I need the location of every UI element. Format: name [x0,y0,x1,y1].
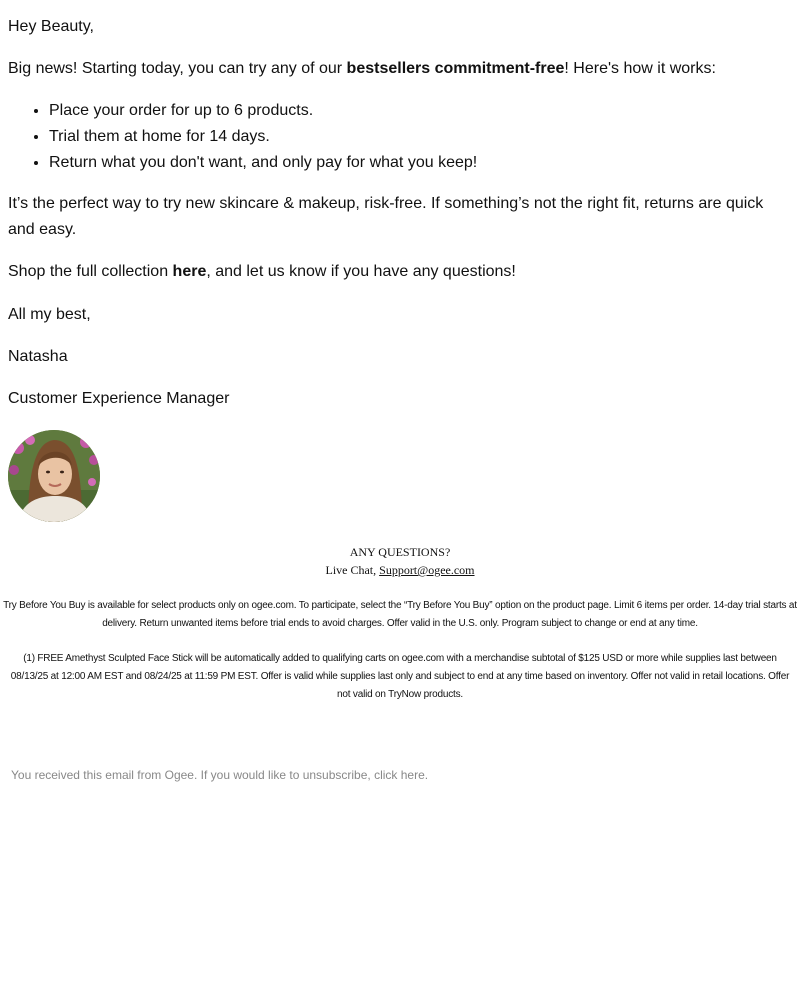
intro-paragraph [8,56,716,82]
avatar-photo [8,430,100,522]
intro-bold-text: bestsellers commitment-free [346,60,565,77]
unsubscribe-notice[interactable]: You received this email from Ogee. If you would like to unsubscribe, click here. [11,768,429,782]
how-it-works-list [8,98,477,176]
shop-suffix: , and let us know if you have any questions! [206,263,516,280]
list-item: • Return what you don't want, and only pay for what you keep! [49,150,477,176]
shop-paragraph [8,259,516,285]
list-item: • Place your order for up to 6 products. [49,98,477,124]
intro-suffix: ! Here's how it works: [564,60,716,77]
contact-prefix: Live Chat, [325,563,380,577]
signer-name: Natasha [8,348,68,365]
greeting: Hey Beauty, [8,18,94,35]
list-item: • Trial them at home for 14 days. [49,124,477,150]
support-email-link[interactable]: Support@ogee.com [379,563,475,577]
perfect-way-paragraph: It’s the perfect way to try new skincare & makeup, risk-free. If something’s not the right fit, returns are quick and easy. [8,195,764,238]
questions-title: ANY QUESTIONS? [349,545,451,559]
signer-role: Customer Experience Manager [8,390,230,407]
free-gift-disclaimer: (1) FREE Amethyst Sculpted Face Stick will be automatically added to qualifying carts on ogee.com with a merchandise subtotal of $125 USD or more while supplies last between 08/13/25 at 12:00 AM EST and 08/24/25 at 11:59 PM EST. Offer is valid while supplies last only and subject to end at any time based on inventory. Offer not valid in retail locations. Offer not valid on TryNow products. [10,653,790,700]
intro-prefix: Big news! Starting today, you can try any of our [8,60,347,77]
closing: All my best, [8,306,91,323]
contact-line [0,561,800,579]
shop-here-link[interactable]: here [172,263,207,280]
try-before-you-buy-disclaimer: Try Before You Buy is available for select products only on ogee.com. To participate, select the “Try Before You Buy” option on the product page. Limit 6 items per order. 14-day trial starts at delivery. Return unwanted items before trial ends to avoid charges. Offer valid in the U.S. only. Program subject to change or end at any time. [3,600,797,629]
questions-block [0,543,800,579]
avatar [8,430,100,522]
shop-prefix: Shop the full collection [8,263,173,280]
